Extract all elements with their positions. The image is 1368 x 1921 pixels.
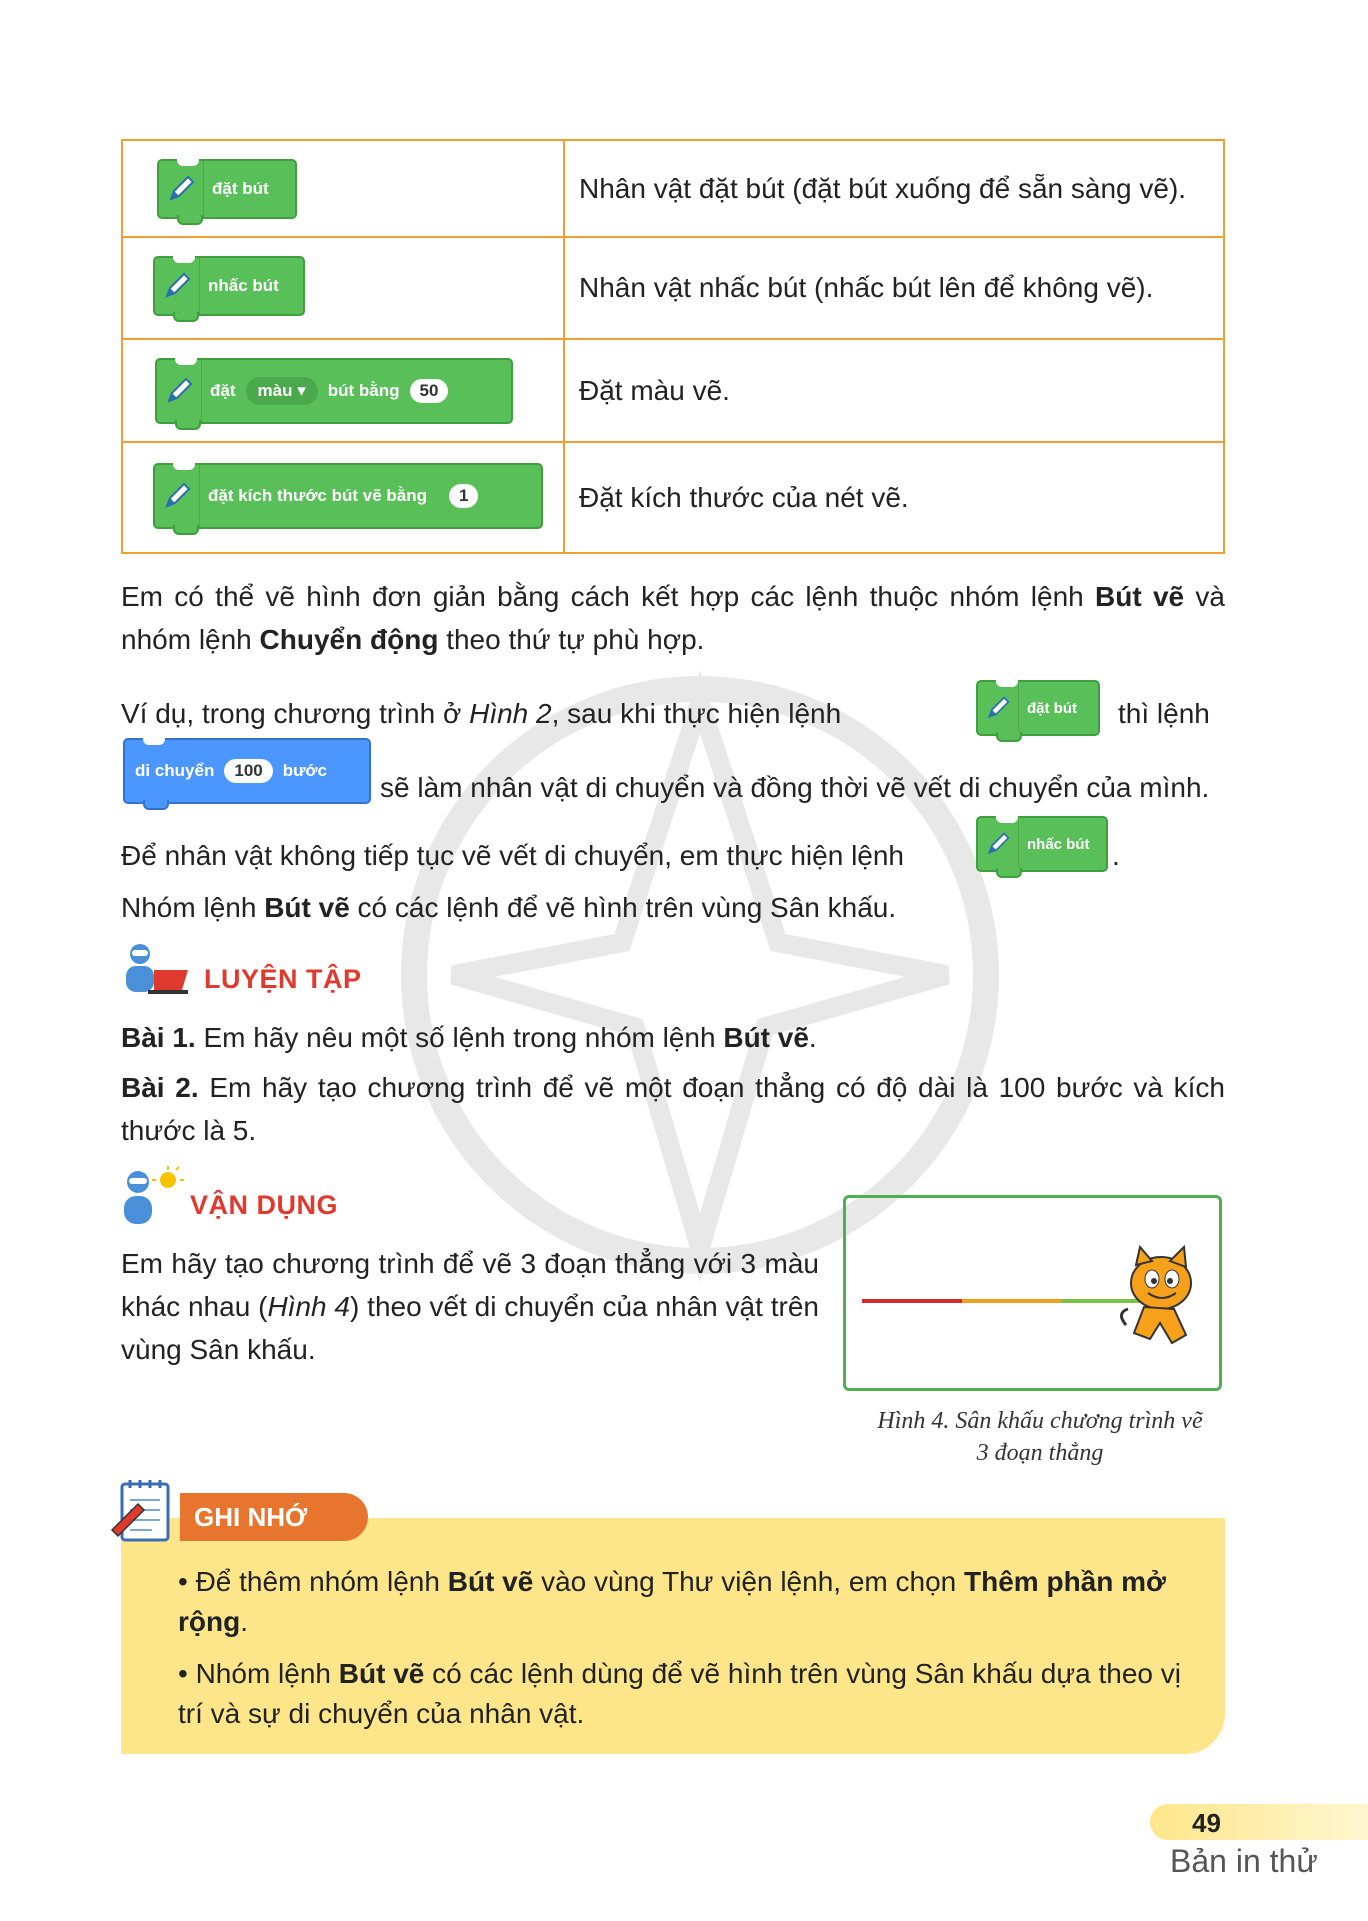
pen-icon <box>978 682 1019 734</box>
pen-icon <box>155 258 200 314</box>
exercise-2: Bài 2. Em hãy tạo chương trình để vẽ một đoạn thẳng có độ dài là 100 bước và kích thước là 5. <box>121 1072 1226 1146</box>
table-cell-block <box>122 140 564 237</box>
pen-up-block <box>153 256 305 316</box>
notepad-icon <box>108 1476 180 1548</box>
summary-line: Nhóm lệnh Bút vẽ có các lệnh để vẽ hình trên vùng Sân khấu. <box>121 892 897 923</box>
pen-icon <box>159 161 204 217</box>
figure-caption: Hình 4. Sân khấu chương trình vẽ 3 đoạn thẳng <box>877 1408 1203 1466</box>
table-cell-description: Nhân vật đặt bút (đặt bút xuống để sẵn sàng vẽ). <box>564 140 1224 237</box>
pen-icon <box>155 465 200 527</box>
block-label: nhấc bút <box>208 276 279 296</box>
paragraph-pen-up: Để nhân vật không tiếp tục vẽ vết di chuyển, em thực hiện lệnh <box>121 840 905 871</box>
paragraph-example: Ví dụ, trong chương trình ở Hình 2, sau khi thực hiện lệnh <box>121 698 842 729</box>
robot-lightbulb-icon <box>118 1166 188 1230</box>
chevron-down-icon: ▾ <box>297 380 306 400</box>
text-move-explain: sẽ làm nhân vật di chuyển và đồng thời vẽ vết di chuyển của mình. <box>380 772 1210 803</box>
stage-canvas <box>846 1198 1219 1388</box>
color-dropdown: màu ▾ <box>246 377 318 405</box>
set-pen-color-block <box>155 358 513 424</box>
block-label: đặt bút <box>212 179 269 198</box>
block-label: đặt <box>210 380 236 400</box>
table-cell-block <box>122 442 564 553</box>
block-label: đặt kích thước bút vẽ bằng <box>208 486 427 506</box>
table-cell-block <box>122 339 564 443</box>
pen-up-block-inline: nhấc bút <box>976 816 1108 872</box>
pen-icon <box>157 360 202 422</box>
pen-down-block-inline: đặt bút <box>976 680 1100 736</box>
text-then: thì lệnh <box>1118 698 1210 729</box>
table-cell-description: Đặt màu vẽ. <box>564 339 1224 443</box>
page-number-badge <box>1150 1804 1368 1840</box>
block-label: bút bằng <box>327 380 400 400</box>
note-item-2: • Nhóm lệnh Bút vẽ có các lệnh dùng để vẽ hình trên vùng Sân khấu dựa theo vị trí và sự di chuyển của nhân vật. <box>178 1658 1181 1729</box>
note-item-1: • Để thêm nhóm lệnh Bút vẽ vào vùng Thư viện lệnh, em chọn Thêm phần mở rộng. <box>178 1566 1166 1637</box>
value-pill: 100 <box>224 759 272 783</box>
practice-heading: LUYỆN TẬP <box>204 964 362 994</box>
draft-label: Bản in thử <box>1170 1843 1318 1879</box>
exercise-1: Bài 1. Em hãy nêu một số lệnh trong nhóm lệnh Bút vẽ. <box>121 1022 817 1053</box>
pen-down-block <box>157 159 297 219</box>
set-pen-size-block <box>153 463 543 529</box>
robot-laptop-icon <box>118 940 190 1000</box>
move-steps-block: di chuyển 100 bước <box>123 738 371 804</box>
table-cell-description: Đặt kích thước của nét vẽ. <box>564 442 1224 553</box>
apply-text: Em hãy tạo chương trình để vẽ 3 đoạn thẳng với 3 màu khác nhau (Hình 4) theo vết di chuyển của nhân vật trên vùng Sân khấu. <box>121 1248 819 1365</box>
apply-heading: VẬN DỤNG <box>190 1190 339 1220</box>
pen-icon <box>978 818 1019 870</box>
value-pill: 1 <box>449 484 478 508</box>
value-pill: 50 <box>410 379 449 403</box>
note-title: GHI NHỚ <box>180 1493 368 1541</box>
stage-figure <box>843 1195 1222 1391</box>
table-cell-description: Nhân vật nhấc bút (nhấc bút lên để không vẽ). <box>564 237 1224 338</box>
page-number: 49 <box>1192 1808 1221 1838</box>
paragraph-intro: Em có thể vẽ hình đơn giản bằng cách kết hợp các lệnh thuộc nhóm lệnh Bút vẽ và nhóm lệnh Chuyển động theo thứ tự phù hợp. <box>121 581 1225 655</box>
table-cell-block <box>122 237 564 338</box>
period: . <box>1112 840 1120 871</box>
cat-sprite-icon <box>1121 1247 1191 1343</box>
pen-commands-table <box>121 139 1225 554</box>
